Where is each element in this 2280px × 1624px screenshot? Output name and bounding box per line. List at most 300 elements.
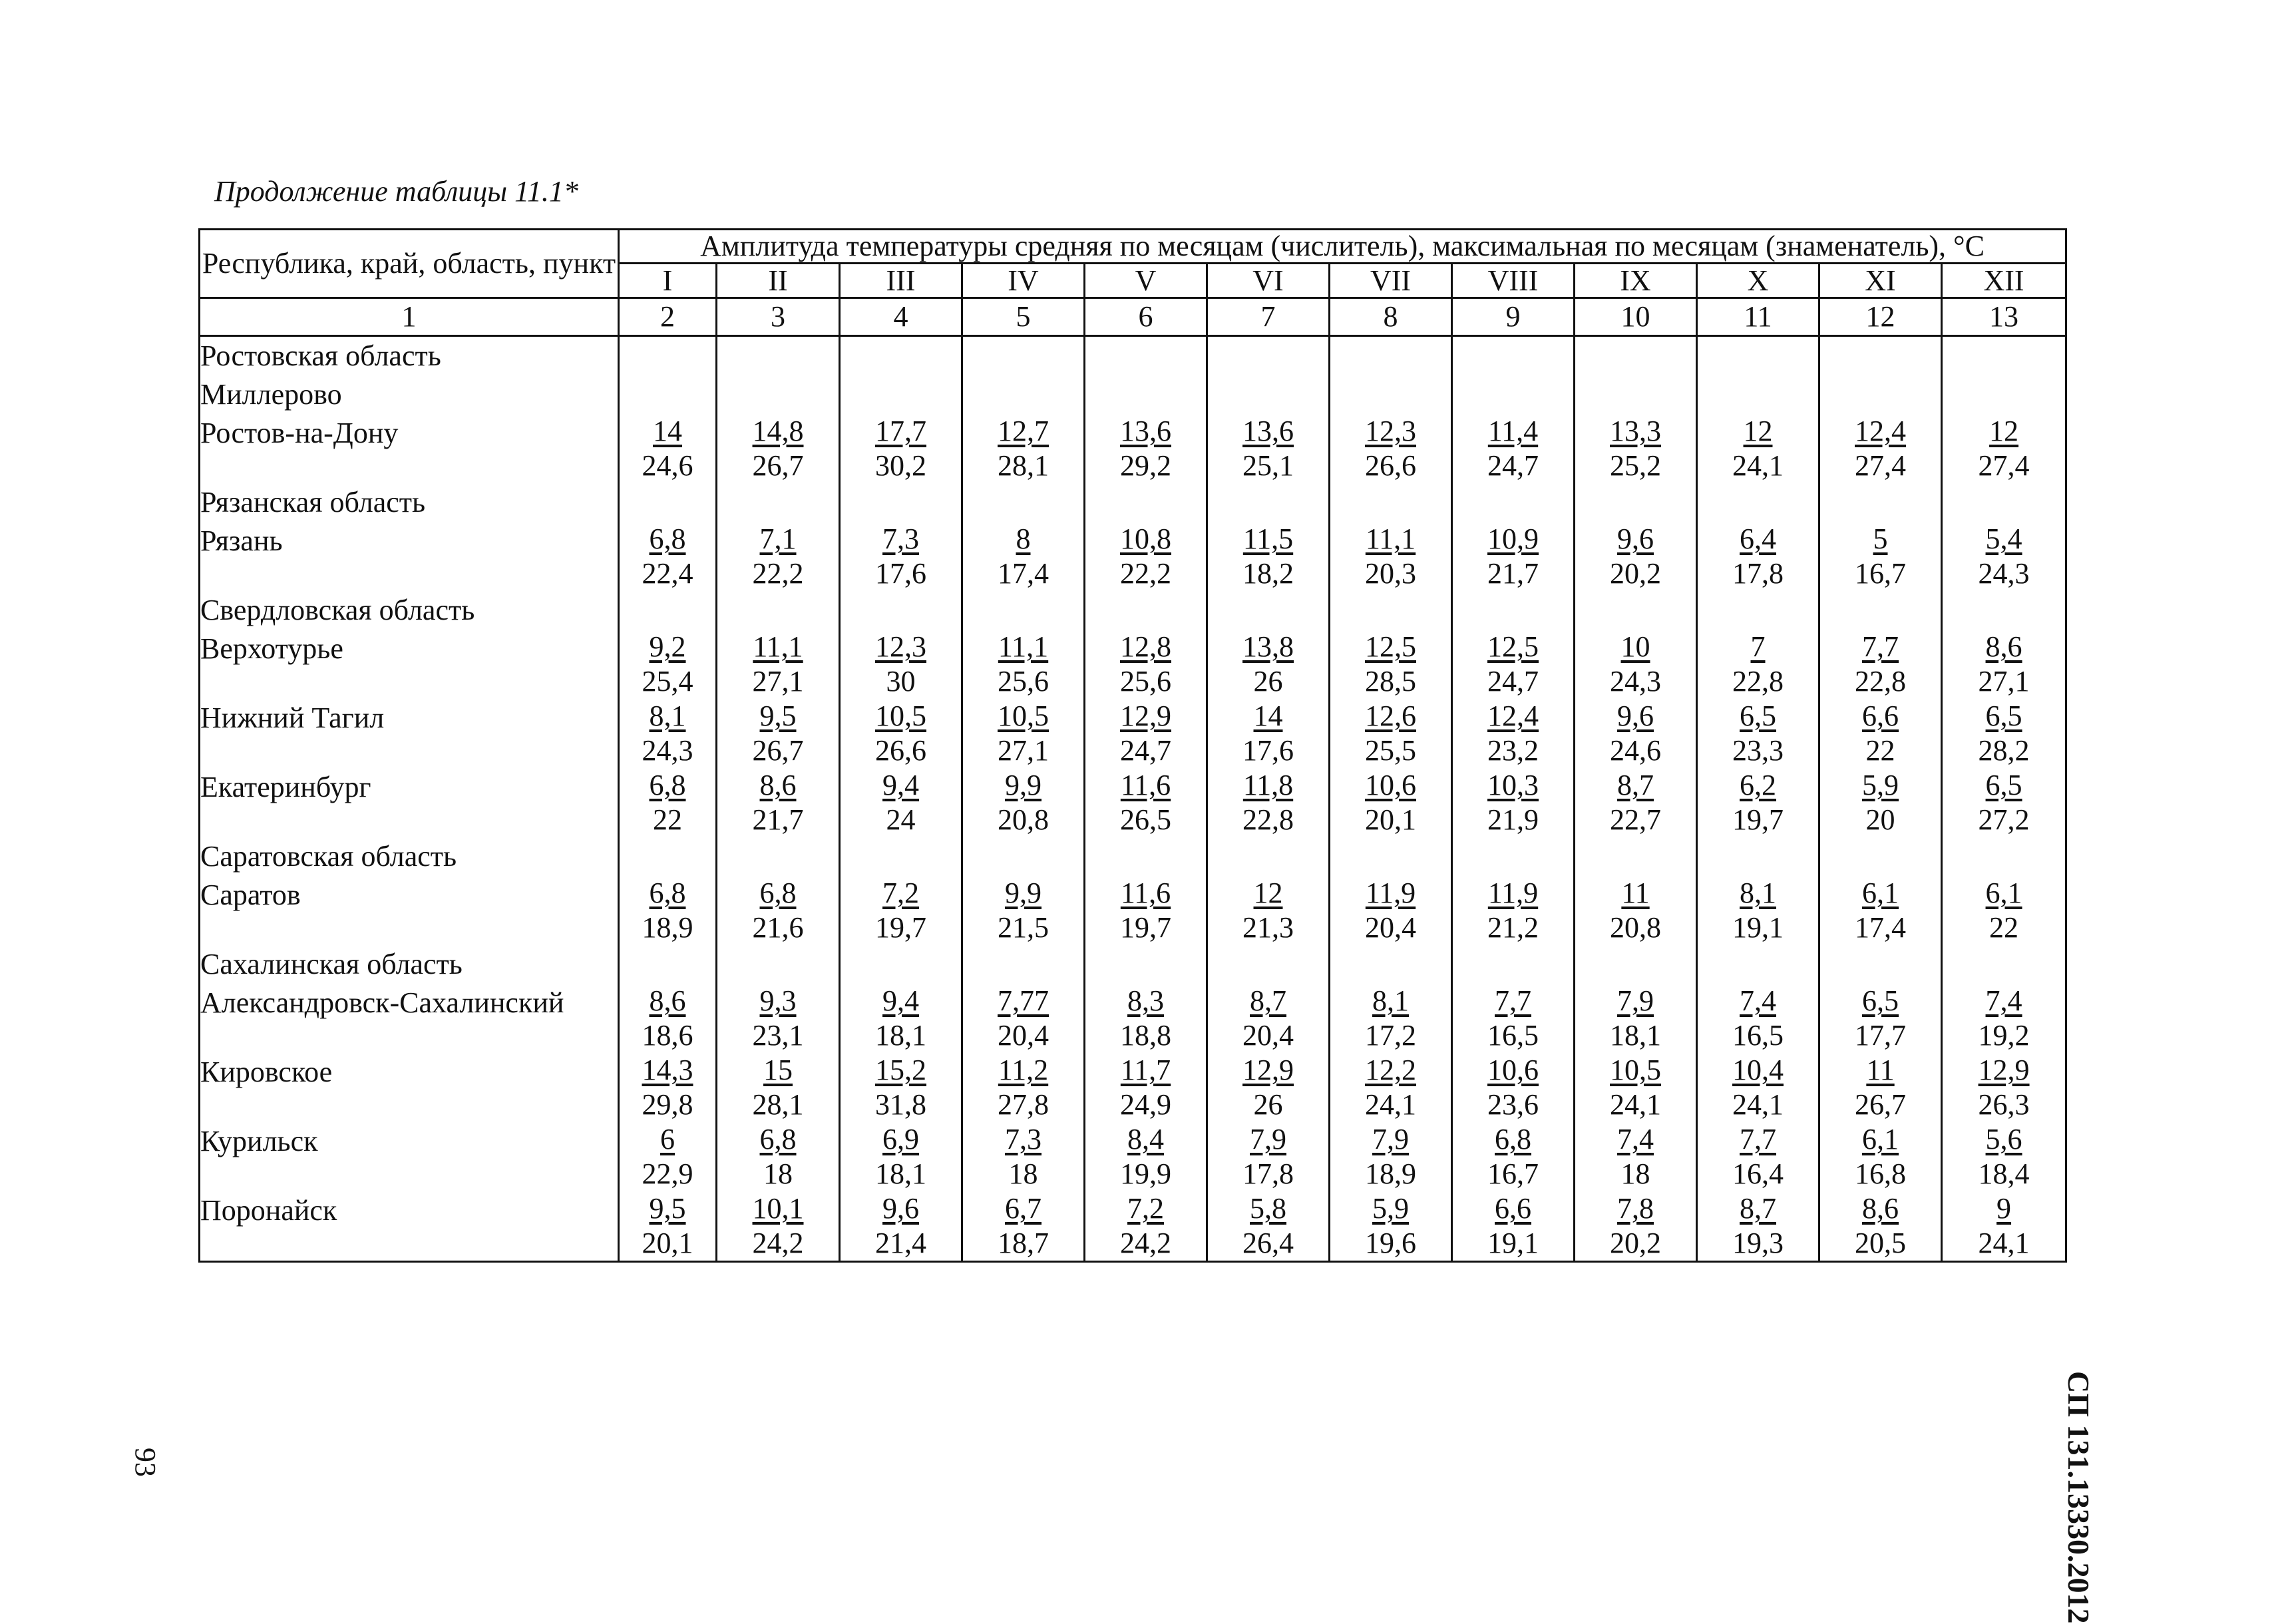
mean-amplitude: 6,1 (1862, 1123, 1899, 1155)
max-amplitude: 25,5 (1365, 734, 1416, 767)
mean-amplitude: 12,7 (998, 415, 1049, 447)
value-cell (717, 375, 840, 414)
column-number: 3 (717, 298, 840, 336)
document-code: СП 131.13330.2012 (2062, 1371, 2096, 1624)
region-heading: Ростовская область (200, 336, 619, 376)
max-amplitude: 18,9 (642, 911, 693, 944)
max-amplitude: 20 (1865, 803, 1895, 836)
value-cell (1452, 630, 1575, 699)
value-cell (1942, 630, 2066, 699)
max-amplitude: 22 (653, 803, 682, 836)
mean-amplitude: 12,2 (1365, 1054, 1416, 1086)
mean-amplitude: 5,4 (1985, 522, 2022, 555)
max-amplitude: 19,1 (1732, 911, 1784, 944)
mean-amplitude: 6,8 (759, 1123, 797, 1155)
max-amplitude: 20,8 (998, 803, 1049, 836)
max-amplitude: 16,4 (1732, 1157, 1784, 1190)
mean-amplitude: 9,6 (882, 1192, 919, 1225)
value-cell (1575, 1122, 1697, 1191)
value-cell (840, 876, 962, 945)
mean-amplitude: 8,7 (1250, 984, 1286, 1017)
value-cell (1575, 768, 1697, 837)
value-cell (717, 1053, 840, 1122)
value-cell (1452, 375, 1575, 414)
mean-amplitude: 9,4 (882, 769, 919, 801)
max-amplitude: 26 (1253, 1088, 1283, 1121)
mean-amplitude: 6,1 (1862, 877, 1899, 909)
mean-amplitude: 11 (1621, 877, 1650, 909)
mean-amplitude: 13,6 (1120, 415, 1171, 447)
mean-amplitude: 14 (653, 415, 682, 447)
max-amplitude: 19,7 (1732, 803, 1784, 836)
value-cell (1697, 375, 1819, 414)
mean-amplitude: 6,8 (649, 769, 686, 801)
max-amplitude: 20,4 (1365, 911, 1416, 944)
value-cell (1085, 522, 1207, 591)
empty-cell (1942, 837, 2066, 876)
value-cell (619, 1053, 717, 1122)
region-heading: Сахалинская область (200, 945, 619, 984)
place-name: Нижний Тагил (200, 699, 619, 768)
mean-amplitude: 12,3 (1365, 415, 1416, 447)
mean-amplitude: 6,8 (1495, 1123, 1531, 1155)
empty-cell (1207, 945, 1330, 984)
empty-cell (840, 336, 962, 376)
value-cell (1207, 768, 1330, 837)
value-cell (1819, 522, 1942, 591)
value-cell (1207, 984, 1330, 1053)
max-amplitude: 22 (1865, 734, 1895, 767)
max-amplitude: 20,4 (1242, 1019, 1294, 1052)
max-amplitude: 18,7 (998, 1227, 1049, 1259)
mean-amplitude: 10,6 (1487, 1054, 1539, 1086)
mean-amplitude: 10,5 (875, 700, 926, 732)
value-cell (840, 768, 962, 837)
value-cell (1942, 1122, 2066, 1191)
mean-amplitude: 13,8 (1242, 630, 1294, 663)
max-amplitude: 24,3 (1978, 557, 2030, 590)
empty-cell (1942, 336, 2066, 376)
value-cell (717, 984, 840, 1053)
value-cell (1819, 630, 1942, 699)
max-amplitude: 22,2 (1120, 557, 1171, 590)
max-amplitude: 16,8 (1855, 1157, 1906, 1190)
column-number: 12 (1819, 298, 1942, 336)
value-cell (1942, 375, 2066, 414)
max-amplitude: 16,7 (1487, 1157, 1539, 1190)
place-name: Ростов-на-Дону (200, 414, 619, 483)
value-cell (1330, 522, 1452, 591)
place-name: Рязань (200, 522, 619, 591)
mean-amplitude: 8,6 (1985, 630, 2022, 663)
value-cell (1697, 414, 1819, 483)
value-cell (1942, 984, 2066, 1053)
empty-cell (1575, 837, 1697, 876)
column-number: 7 (1207, 298, 1330, 336)
value-cell (1819, 414, 1942, 483)
mean-amplitude: 12,8 (1120, 630, 1171, 663)
empty-cell (1330, 591, 1452, 630)
value-cell (717, 768, 840, 837)
value-cell (1575, 375, 1697, 414)
column-number: 9 (1452, 298, 1575, 336)
max-amplitude: 31,8 (875, 1088, 926, 1121)
empty-cell (962, 837, 1085, 876)
mean-amplitude: 9,5 (759, 700, 797, 732)
mean-amplitude: 7,4 (1617, 1123, 1654, 1155)
max-amplitude: 18 (763, 1157, 793, 1190)
mean-amplitude: 6,5 (1862, 984, 1899, 1017)
empty-cell (717, 591, 840, 630)
value-cell (962, 1191, 1085, 1262)
value-cell (1942, 876, 2066, 945)
empty-cell (619, 591, 717, 630)
empty-cell (1085, 837, 1207, 876)
mean-amplitude: 17,7 (875, 415, 926, 447)
mean-amplitude: 13,3 (1610, 415, 1661, 447)
max-amplitude: 26,3 (1978, 1088, 2030, 1121)
mean-amplitude: 14 (1253, 700, 1283, 732)
max-amplitude: 17,6 (875, 557, 926, 590)
max-amplitude: 25,1 (1242, 449, 1294, 482)
max-amplitude: 19,3 (1732, 1227, 1784, 1259)
empty-cell (1819, 837, 1942, 876)
mean-amplitude: 12 (1989, 415, 2019, 447)
value-cell (1452, 522, 1575, 591)
value-cell (840, 699, 962, 768)
mean-amplitude: 8,7 (1740, 1192, 1776, 1225)
mean-amplitude: 11,1 (1365, 522, 1416, 555)
max-amplitude: 18 (1620, 1157, 1650, 1190)
max-amplitude: 25,2 (1610, 449, 1661, 482)
empty-cell (1207, 591, 1330, 630)
region-heading: Саратовская область (200, 837, 619, 876)
max-amplitude: 26,7 (1855, 1088, 1906, 1121)
max-amplitude: 20,1 (1365, 803, 1416, 836)
max-amplitude: 18,6 (642, 1019, 693, 1052)
max-amplitude: 24,1 (1365, 1088, 1416, 1121)
max-amplitude: 17,4 (998, 557, 1049, 590)
mean-amplitude: 5,8 (1250, 1192, 1286, 1225)
empty-cell (1085, 336, 1207, 376)
value-cell (1207, 876, 1330, 945)
value-cell (1207, 1122, 1330, 1191)
empty-cell (1942, 483, 2066, 522)
value-cell (717, 1122, 840, 1191)
mean-amplitude: 11,1 (753, 630, 803, 663)
value-cell (962, 876, 1085, 945)
value-cell (840, 1053, 962, 1122)
mean-amplitude: 7,9 (1372, 1123, 1409, 1155)
max-amplitude: 21,5 (998, 911, 1049, 944)
max-amplitude: 28,1 (998, 449, 1049, 482)
max-amplitude: 17,8 (1242, 1157, 1294, 1190)
value-cell (1330, 1191, 1452, 1262)
max-amplitude: 20,2 (1610, 557, 1661, 590)
max-amplitude: 28,5 (1365, 665, 1416, 698)
max-amplitude: 27,4 (1978, 449, 2030, 482)
empty-cell (1330, 336, 1452, 376)
max-amplitude: 28,2 (1978, 734, 2030, 767)
empty-cell (1942, 591, 2066, 630)
mean-amplitude: 12,5 (1487, 630, 1539, 663)
max-amplitude: 19,1 (1487, 1227, 1539, 1259)
value-cell (1330, 1053, 1452, 1122)
value-cell (962, 699, 1085, 768)
mean-amplitude: 6,8 (649, 522, 686, 555)
max-amplitude: 26,7 (752, 449, 804, 482)
empty-cell (840, 837, 962, 876)
value-cell (717, 522, 840, 591)
value-cell (1697, 876, 1819, 945)
value-cell (962, 414, 1085, 483)
value-cell (1085, 375, 1207, 414)
value-cell (1819, 984, 1942, 1053)
max-amplitude: 22,2 (752, 557, 804, 590)
value-cell (717, 630, 840, 699)
value-cell (1452, 414, 1575, 483)
max-amplitude: 25,4 (642, 665, 693, 698)
value-cell (1330, 414, 1452, 483)
max-amplitude: 30,2 (875, 449, 926, 482)
value-cell (1085, 414, 1207, 483)
value-cell (1207, 630, 1330, 699)
value-cell (619, 375, 717, 414)
empty-cell (1452, 837, 1575, 876)
value-cell (1207, 699, 1330, 768)
mean-amplitude: 15,2 (875, 1054, 926, 1086)
mean-amplitude: 8,1 (1372, 984, 1409, 1017)
value-cell (1330, 876, 1452, 945)
empty-cell (1697, 945, 1819, 984)
mean-amplitude: 7,4 (1985, 984, 2022, 1017)
place-name: Кировское (200, 1053, 619, 1122)
value-cell (1330, 699, 1452, 768)
value-cell (1452, 1122, 1575, 1191)
mean-amplitude: 15 (763, 1054, 793, 1086)
value-cell (1207, 522, 1330, 591)
max-amplitude: 17,2 (1365, 1019, 1416, 1052)
value-cell (1942, 699, 2066, 768)
value-cell (1207, 375, 1330, 414)
mean-amplitude: 5,6 (1985, 1123, 2022, 1155)
mean-amplitude: 11,2 (998, 1054, 1049, 1086)
max-amplitude: 20,3 (1365, 557, 1416, 590)
value-cell (1085, 876, 1207, 945)
max-amplitude: 24,1 (1610, 1088, 1661, 1121)
mean-amplitude: 7,2 (882, 877, 919, 909)
value-cell (1942, 522, 2066, 591)
value-cell (1575, 699, 1697, 768)
max-amplitude: 29,8 (642, 1088, 693, 1121)
header-month: IV (962, 264, 1085, 298)
max-amplitude: 22,8 (1242, 803, 1294, 836)
header-month: IX (1575, 264, 1697, 298)
mean-amplitude: 9,4 (882, 984, 919, 1017)
value-cell (1330, 1122, 1452, 1191)
value-cell (619, 984, 717, 1053)
max-amplitude: 24,3 (642, 734, 693, 767)
mean-amplitude: 8,7 (1617, 769, 1654, 801)
mean-amplitude: 12,9 (1120, 700, 1171, 732)
value-cell (717, 414, 840, 483)
mean-amplitude: 11 (1866, 1054, 1895, 1086)
mean-amplitude: 7,3 (1005, 1123, 1042, 1155)
max-amplitude: 18,9 (1365, 1157, 1416, 1190)
max-amplitude: 18,1 (875, 1157, 926, 1190)
max-amplitude: 22,8 (1732, 665, 1784, 698)
mean-amplitude: 8 (1016, 522, 1031, 555)
value-cell (619, 630, 717, 699)
max-amplitude: 16,5 (1732, 1019, 1784, 1052)
empty-cell (619, 945, 717, 984)
empty-cell (717, 945, 840, 984)
max-amplitude: 24,7 (1487, 665, 1539, 698)
mean-amplitude: 8,4 (1127, 1123, 1164, 1155)
column-number: 2 (619, 298, 717, 336)
value-cell (619, 522, 717, 591)
max-amplitude: 28,1 (752, 1088, 804, 1121)
empty-cell (1697, 483, 1819, 522)
max-amplitude: 26,7 (752, 734, 804, 767)
value-cell (1085, 630, 1207, 699)
empty-cell (1697, 591, 1819, 630)
value-cell (1942, 414, 2066, 483)
value-cell (962, 522, 1085, 591)
value-cell (1819, 876, 1942, 945)
mean-amplitude: 14,3 (642, 1054, 693, 1086)
value-cell (840, 522, 962, 591)
mean-amplitude: 7,77 (998, 984, 1049, 1017)
mean-amplitude: 11,8 (1242, 769, 1294, 801)
column-number: 5 (962, 298, 1085, 336)
empty-cell (962, 336, 1085, 376)
header-month: XI (1819, 264, 1942, 298)
mean-amplitude: 7,4 (1740, 984, 1776, 1017)
mean-amplitude: 11,4 (1487, 415, 1539, 447)
mean-amplitude: 5,9 (1372, 1192, 1409, 1225)
empty-cell (717, 483, 840, 522)
mean-amplitude: 11,5 (1242, 522, 1294, 555)
max-amplitude: 19,9 (1120, 1157, 1171, 1190)
mean-amplitude: 11,6 (1120, 877, 1171, 909)
max-amplitude: 23,2 (1487, 734, 1539, 767)
place-name: Верхотурье (200, 630, 619, 699)
mean-amplitude: 9,9 (1005, 877, 1042, 909)
column-number: 6 (1085, 298, 1207, 336)
max-amplitude: 24,1 (1732, 449, 1784, 482)
mean-amplitude: 7,1 (759, 522, 797, 555)
max-amplitude: 19,2 (1978, 1019, 2030, 1052)
mean-amplitude: 10,1 (752, 1192, 804, 1225)
mean-amplitude: 5 (1873, 522, 1888, 555)
mean-amplitude: 7,9 (1617, 984, 1654, 1017)
max-amplitude: 17,6 (1242, 734, 1294, 767)
page-number: 93 (129, 1448, 162, 1477)
mean-amplitude: 6,1 (1985, 877, 2022, 909)
value-cell (1697, 522, 1819, 591)
mean-amplitude: 7 (1750, 630, 1766, 663)
empty-cell (1575, 591, 1697, 630)
value-cell (1697, 984, 1819, 1053)
mean-amplitude: 9,6 (1617, 700, 1654, 732)
max-amplitude: 24,1 (1978, 1227, 2030, 1259)
empty-cell (1085, 945, 1207, 984)
empty-cell (619, 483, 717, 522)
mean-amplitude: 7,7 (1495, 984, 1531, 1017)
mean-amplitude: 6,5 (1985, 700, 2022, 732)
value-cell (1942, 1053, 2066, 1122)
mean-amplitude: 9,6 (1617, 522, 1654, 555)
empty-cell (1942, 945, 2066, 984)
empty-cell (717, 837, 840, 876)
value-cell (1942, 1191, 2066, 1262)
max-amplitude: 25,6 (998, 665, 1049, 698)
mean-amplitude: 10,5 (998, 700, 1049, 732)
value-cell (1942, 768, 2066, 837)
max-amplitude: 18 (1008, 1157, 1038, 1190)
value-cell (1697, 768, 1819, 837)
value-cell (1085, 1191, 1207, 1262)
value-cell (1452, 1191, 1575, 1262)
max-amplitude: 18,1 (1610, 1019, 1661, 1052)
value-cell (1452, 876, 1575, 945)
empty-cell (1085, 483, 1207, 522)
value-cell (717, 1191, 840, 1262)
value-cell (619, 699, 717, 768)
max-amplitude: 24,7 (1487, 449, 1539, 482)
mean-amplitude: 12,6 (1365, 700, 1416, 732)
value-cell (1575, 1053, 1697, 1122)
max-amplitude: 19,7 (875, 911, 926, 944)
max-amplitude: 21,6 (752, 911, 804, 944)
value-cell (1085, 984, 1207, 1053)
value-cell (1085, 1053, 1207, 1122)
empty-cell (1085, 591, 1207, 630)
value-cell (1330, 984, 1452, 1053)
max-amplitude: 24 (886, 803, 916, 836)
empty-cell (1697, 336, 1819, 376)
max-amplitude: 21,2 (1487, 911, 1539, 944)
max-amplitude: 25,6 (1120, 665, 1171, 698)
max-amplitude: 19,7 (1120, 911, 1171, 944)
max-amplitude: 22,9 (642, 1157, 693, 1190)
header-month: I (619, 264, 717, 298)
empty-cell (1452, 483, 1575, 522)
max-amplitude: 23,1 (752, 1019, 804, 1052)
mean-amplitude: 6,5 (1985, 769, 2022, 801)
value-cell (1207, 1053, 1330, 1122)
max-amplitude: 20,4 (998, 1019, 1049, 1052)
mean-amplitude: 12 (1253, 877, 1283, 909)
mean-amplitude: 11,9 (1365, 877, 1416, 909)
mean-amplitude: 6 (660, 1123, 675, 1155)
max-amplitude: 30 (886, 665, 916, 698)
max-amplitude: 22,7 (1610, 803, 1661, 836)
value-cell (840, 1191, 962, 1262)
max-amplitude: 22 (1989, 911, 2019, 944)
value-cell (840, 984, 962, 1053)
header-month: XII (1942, 264, 2066, 298)
mean-amplitude: 6,9 (882, 1123, 919, 1155)
mean-amplitude: 11,7 (1120, 1054, 1171, 1086)
mean-amplitude: 6,8 (649, 877, 686, 909)
value-cell (840, 630, 962, 699)
place-name: Саратов (200, 876, 619, 945)
value-cell (962, 768, 1085, 837)
value-cell (1697, 1122, 1819, 1191)
mean-amplitude: 12,4 (1487, 700, 1539, 732)
